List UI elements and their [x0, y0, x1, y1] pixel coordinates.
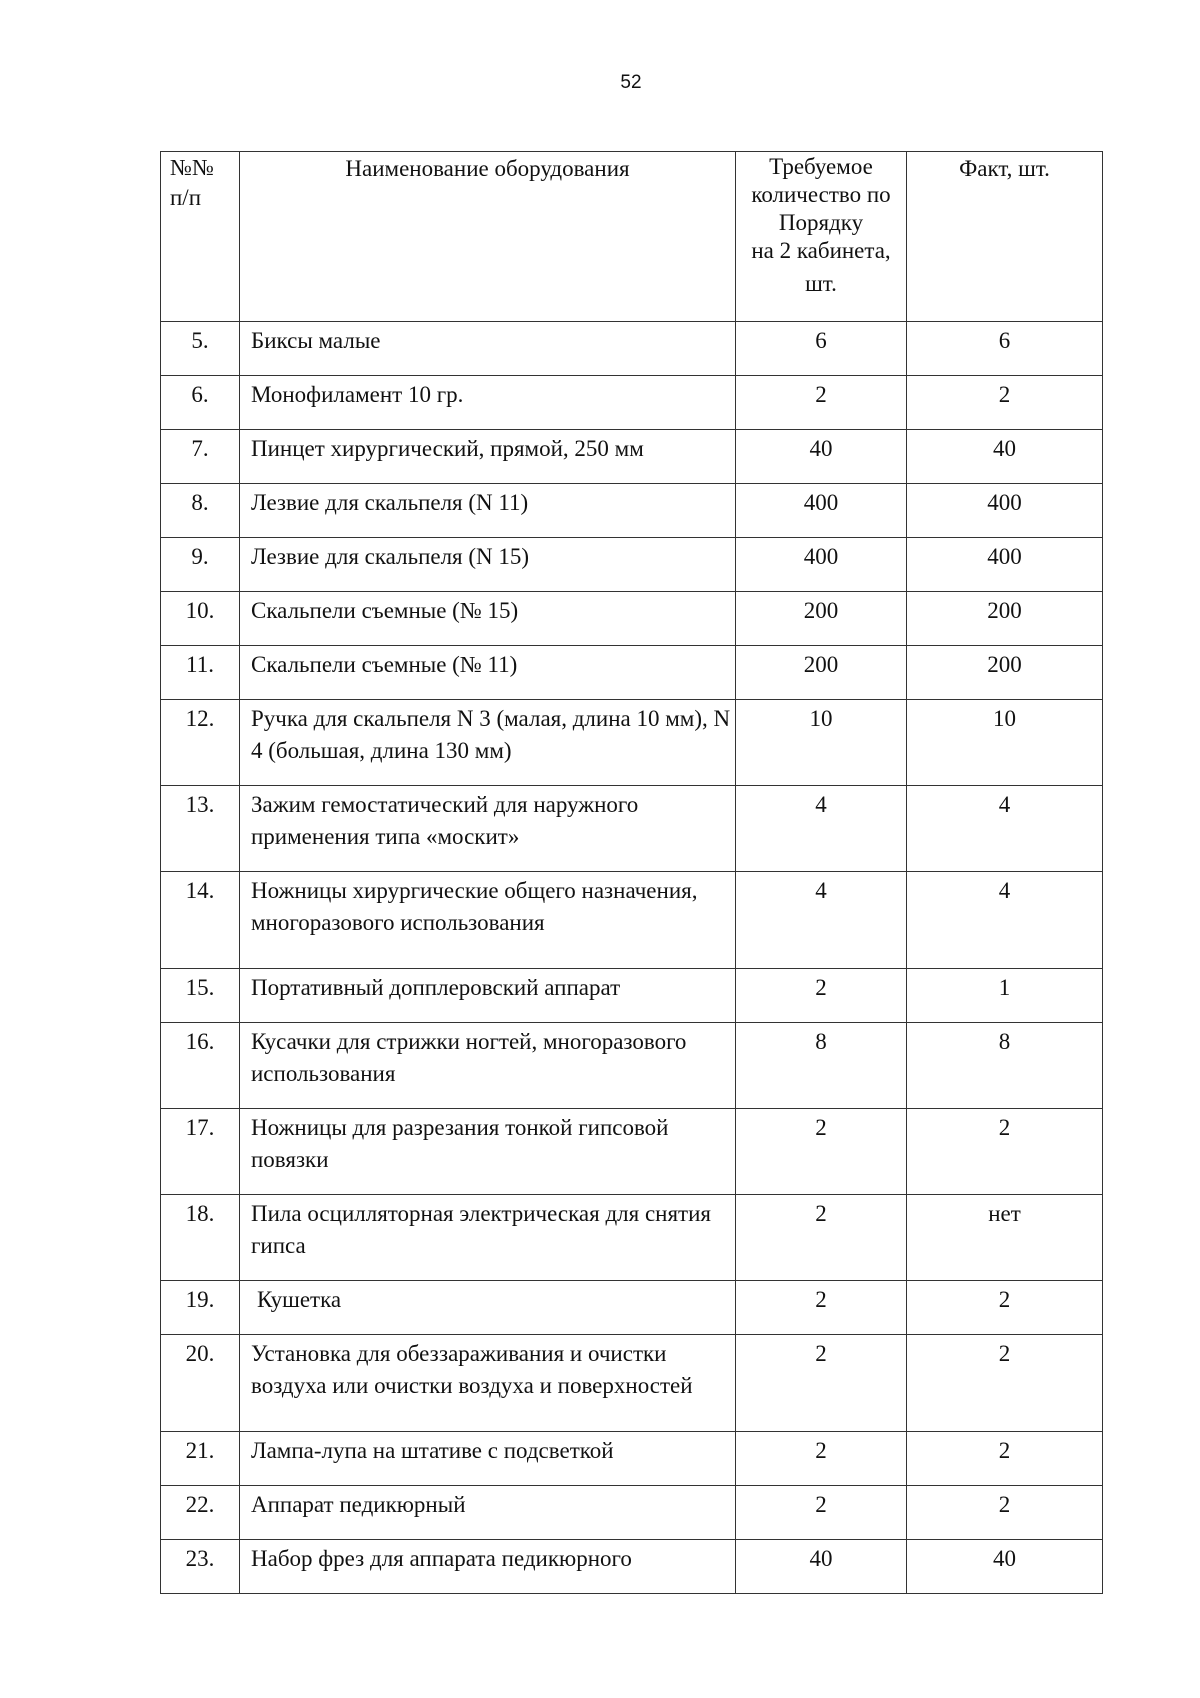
required-quantity: 8: [736, 1023, 907, 1109]
table-row: [161, 1109, 1103, 1195]
equipment-name: Лезвие для скальпеля (N 15): [240, 538, 736, 592]
table-row: [161, 376, 1103, 430]
equipment-name: Лезвие для скальпеля (N 11): [240, 484, 736, 538]
equipment-name: Скальпели съемные (№ 15): [240, 592, 736, 646]
actual-quantity: 6: [907, 322, 1103, 376]
actual-quantity: 2: [907, 1432, 1103, 1486]
page-number: 52: [620, 72, 642, 93]
header-number-line1: №№: [170, 155, 214, 180]
row-number: 10.: [161, 592, 240, 646]
row-number: 12.: [161, 700, 240, 786]
header-number-line2: п/п: [170, 185, 202, 210]
required-quantity: 2: [736, 1486, 907, 1540]
required-quantity: 40: [736, 1540, 907, 1594]
row-number: 18.: [161, 1195, 240, 1281]
actual-quantity: 8: [907, 1023, 1103, 1109]
required-quantity: 2: [736, 1195, 907, 1281]
table-row: [161, 1195, 1103, 1281]
row-number: 11.: [161, 646, 240, 700]
equipment-name: Набор фрез для аппарата педикюрного: [240, 1540, 736, 1594]
actual-quantity: 4: [907, 786, 1103, 872]
header-required-line: Порядку: [778, 210, 864, 235]
required-quantity: 2: [736, 1432, 907, 1486]
equipment-name: Ножницы для разрезания тонкой гипсовой повязки: [240, 1109, 736, 1195]
required-quantity: 4: [736, 786, 907, 872]
header-fact: Факт, шт.: [907, 152, 1103, 322]
row-number: 16.: [161, 1023, 240, 1109]
row-number: 19.: [161, 1281, 240, 1335]
table-row: [161, 969, 1103, 1023]
table-row: [161, 1281, 1103, 1335]
table-row: [161, 538, 1103, 592]
table-row: [161, 786, 1103, 872]
row-number: 8.: [161, 484, 240, 538]
actual-quantity: 10: [907, 700, 1103, 786]
equipment-name: Пила осцилляторная электрическая для снятия гипса: [240, 1195, 736, 1281]
equipment-name: Скальпели съемные (№ 11): [240, 646, 736, 700]
actual-quantity: 400: [907, 484, 1103, 538]
row-number: 5.: [161, 322, 240, 376]
table-row: [161, 322, 1103, 376]
required-quantity: 10: [736, 700, 907, 786]
header-required-line: Требуемое: [769, 154, 873, 179]
table-row: [161, 872, 1103, 969]
equipment-name: Портативный допплеровский аппарат: [240, 969, 736, 1023]
header-required-line: шт.: [805, 271, 837, 296]
actual-quantity: 4: [907, 872, 1103, 969]
table-row: [161, 1486, 1103, 1540]
row-number: 21.: [161, 1432, 240, 1486]
required-quantity: 200: [736, 592, 907, 646]
equipment-name: Пинцет хирургический, прямой, 250 мм: [240, 430, 736, 484]
actual-quantity: 400: [907, 538, 1103, 592]
actual-quantity: 200: [907, 592, 1103, 646]
row-number: 6.: [161, 376, 240, 430]
row-number: 17.: [161, 1109, 240, 1195]
required-quantity: 2: [736, 376, 907, 430]
header-number: [161, 152, 240, 322]
actual-quantity: 200: [907, 646, 1103, 700]
equipment-name: Установка для обеззараживания и очистки воздуха или очистки воздуха и поверхностей: [240, 1335, 736, 1432]
required-quantity: 2: [736, 1335, 907, 1432]
table-row: [161, 1335, 1103, 1432]
actual-quantity: 2: [907, 376, 1103, 430]
equipment-name: Кушетка: [240, 1281, 736, 1335]
required-quantity: 2: [736, 969, 907, 1023]
equipment-name: Кусачки для стрижки ногтей, многоразового использования: [240, 1023, 736, 1109]
required-quantity: 2: [736, 1109, 907, 1195]
equipment-name: Ножницы хирургические общего назначения, многоразового использования: [240, 872, 736, 969]
required-quantity: 40: [736, 430, 907, 484]
table-row: [161, 1023, 1103, 1109]
table-row: [161, 1432, 1103, 1486]
required-quantity: 6: [736, 322, 907, 376]
actual-quantity: 40: [907, 1540, 1103, 1594]
row-number: 15.: [161, 969, 240, 1023]
equipment-table: [160, 151, 1103, 1594]
required-quantity: 200: [736, 646, 907, 700]
row-number: 22.: [161, 1486, 240, 1540]
equipment-name: Монофиламент 10 гр.: [240, 376, 736, 430]
table-row: [161, 484, 1103, 538]
header-row: [161, 152, 1103, 322]
required-quantity: 4: [736, 872, 907, 969]
header-name: Наименование оборудования: [240, 152, 736, 322]
actual-quantity: 40: [907, 430, 1103, 484]
header-required: [736, 152, 907, 322]
row-number: 20.: [161, 1335, 240, 1432]
table-row: [161, 700, 1103, 786]
actual-quantity: 2: [907, 1109, 1103, 1195]
required-quantity: 400: [736, 538, 907, 592]
header-required-line: количество по: [751, 182, 891, 207]
row-number: 14.: [161, 872, 240, 969]
row-number: 23.: [161, 1540, 240, 1594]
equipment-name: Зажим гемостатический для наружного применения типа «москит»: [240, 786, 736, 872]
equipment-name: Ручка для скальпеля N 3 (малая, длина 10 мм), N 4 (большая, длина 130 мм): [240, 700, 736, 786]
required-quantity: 2: [736, 1281, 907, 1335]
actual-quantity: 2: [907, 1281, 1103, 1335]
equipment-name: Биксы малые: [240, 322, 736, 376]
actual-quantity: 2: [907, 1486, 1103, 1540]
row-number: 7.: [161, 430, 240, 484]
actual-quantity: нет: [907, 1195, 1103, 1281]
equipment-name: Лампа-лупа на штативе с подсветкой: [240, 1432, 736, 1486]
required-quantity: 400: [736, 484, 907, 538]
header-required-line: на 2 кабинета,: [751, 238, 891, 263]
actual-quantity: 1: [907, 969, 1103, 1023]
table-row: [161, 646, 1103, 700]
row-number: 9.: [161, 538, 240, 592]
actual-quantity: 2: [907, 1335, 1103, 1432]
table-row: [161, 592, 1103, 646]
table-row: [161, 1540, 1103, 1594]
equipment-name: Аппарат педикюрный: [240, 1486, 736, 1540]
table-row: [161, 430, 1103, 484]
row-number: 13.: [161, 786, 240, 872]
